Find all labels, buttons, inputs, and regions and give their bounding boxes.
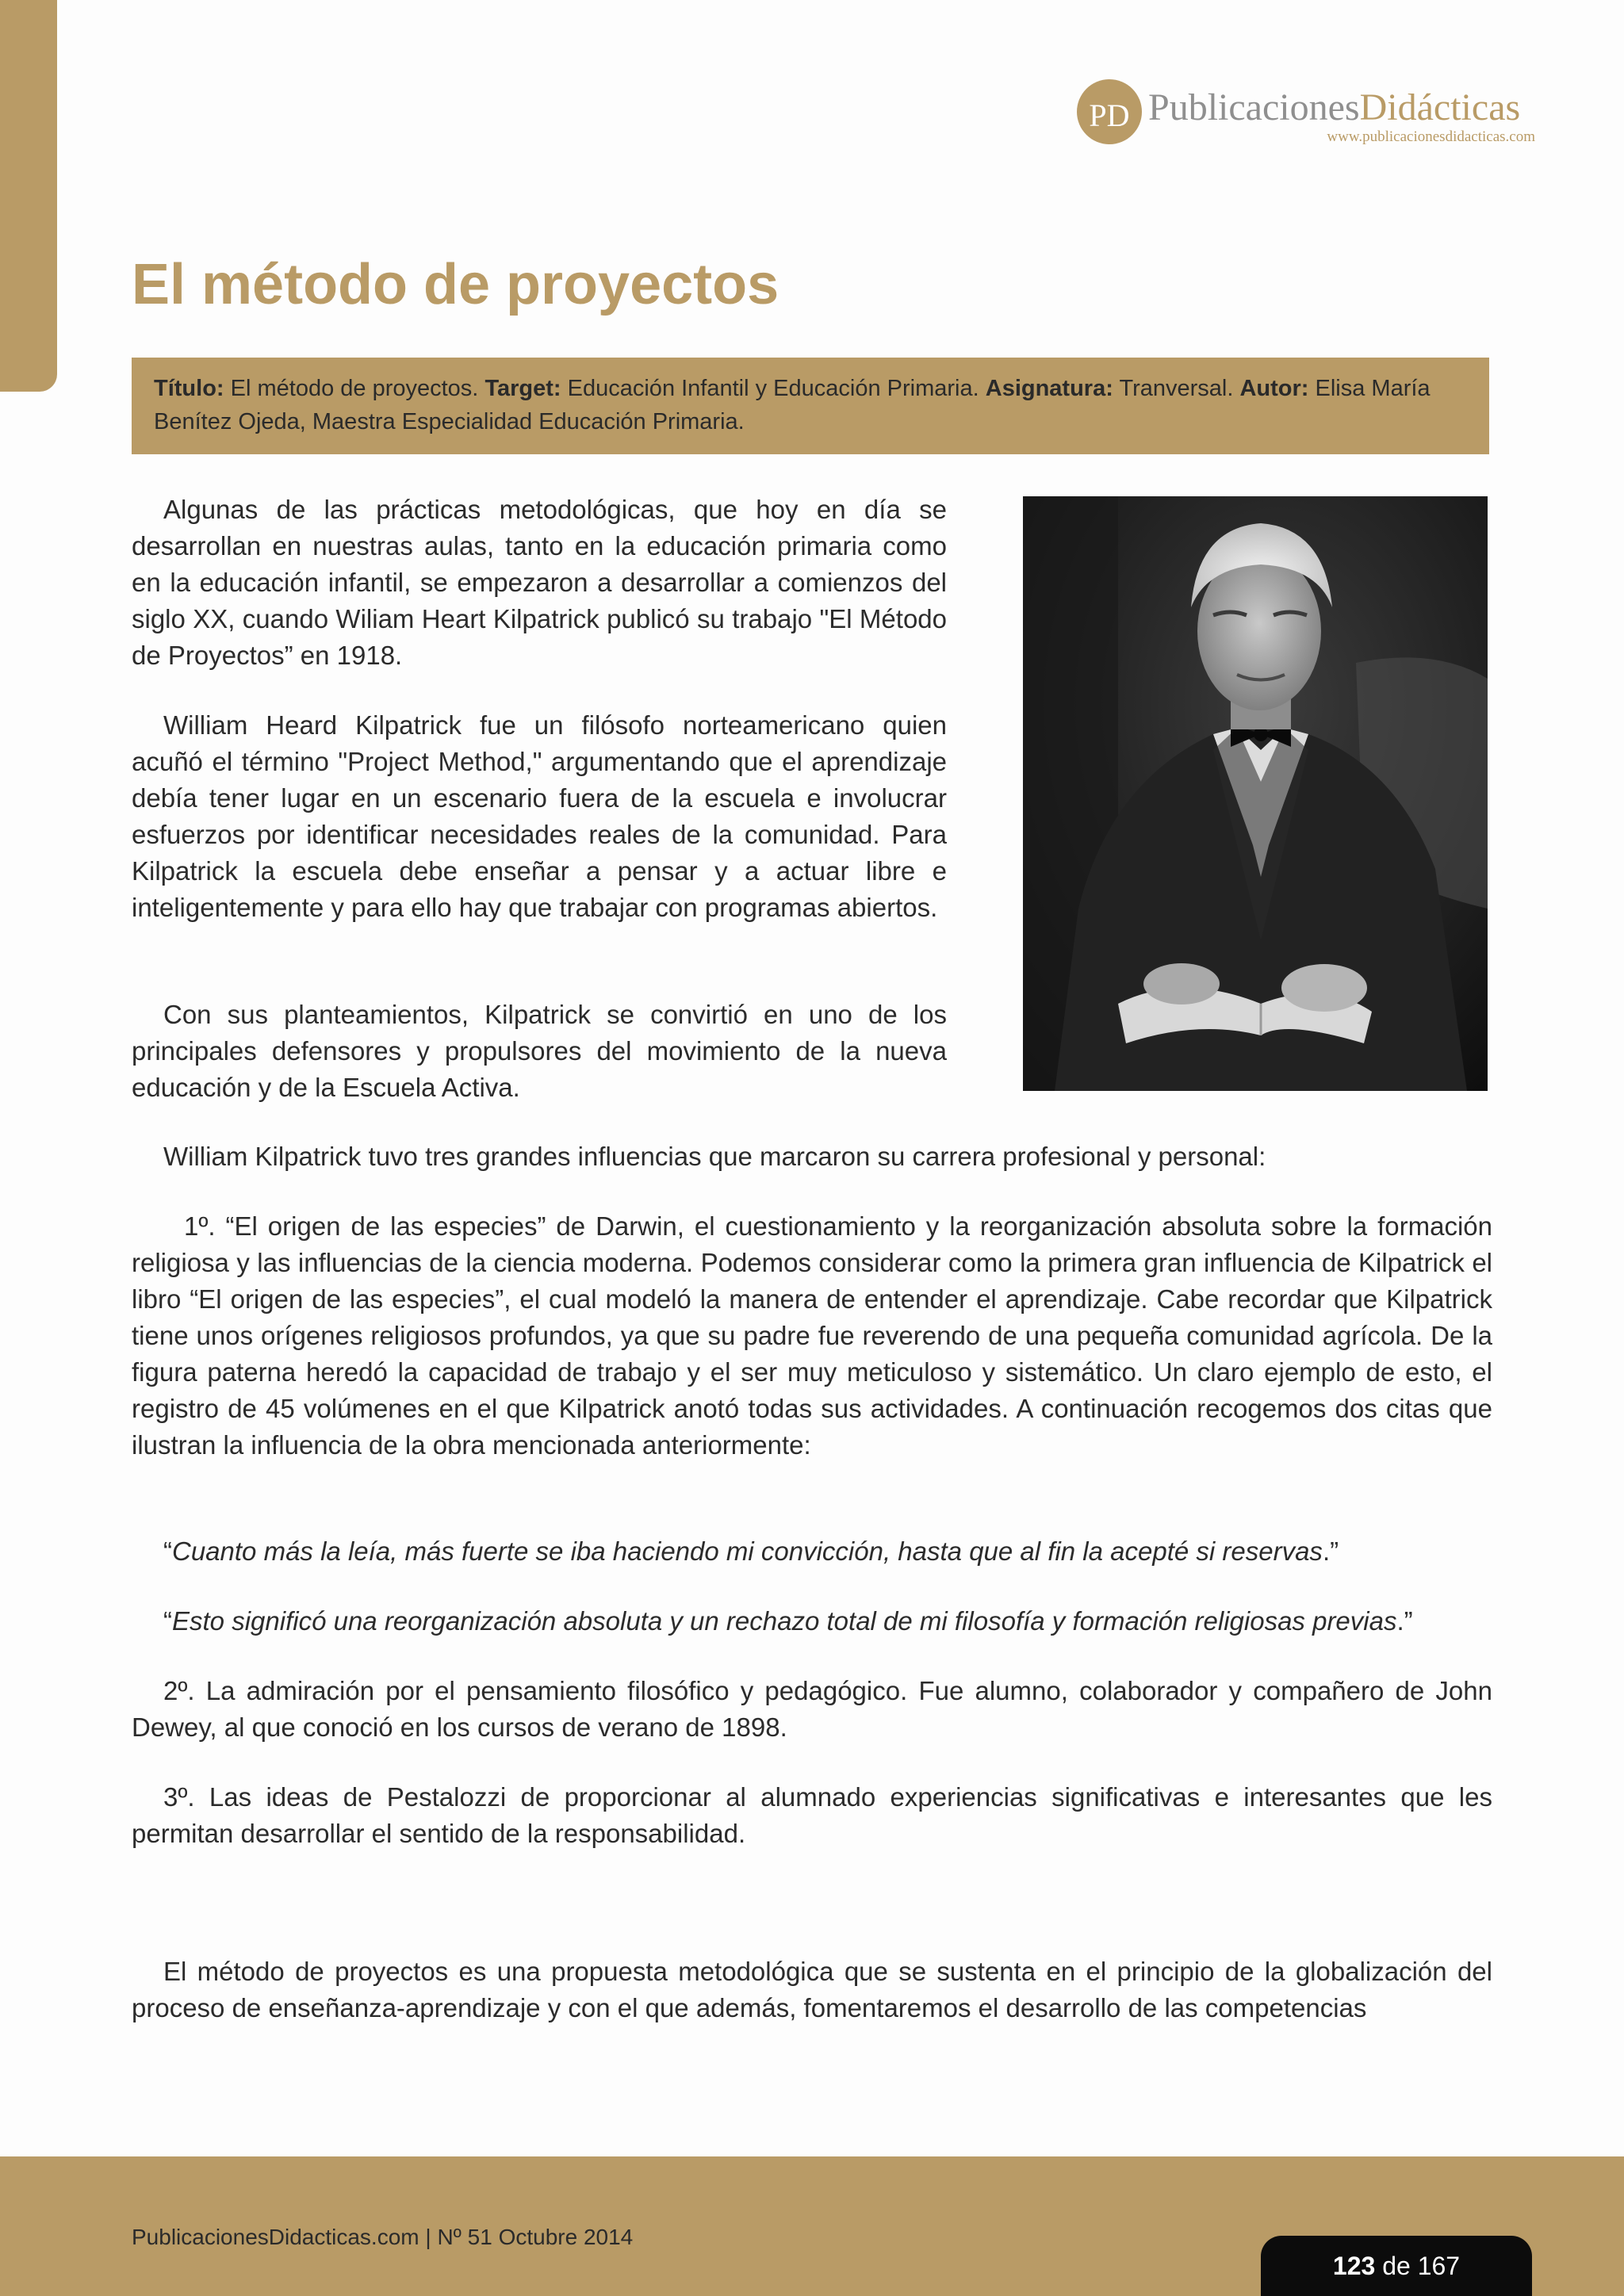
page-total: de 167: [1382, 2252, 1461, 2280]
meta-target-label: Target:: [485, 376, 561, 401]
body-paragraph-1: Algunas de las prácticas metodológicas, que hoy en día se desarrollan en nuestras aulas, tanto en la educación primaria como en la educación infantil, se empezaron a desarrollar a comienzos del siglo XX, cuando Wiliam Heart Kilpatrick publicó su trabajo "El Método de Proyectos” en 1918.: [132, 495, 947, 670]
body-paragraph-3: Con sus planteamientos, Kilpatrick se convirtió en uno de los principales defensores y propulsores del movimiento de la nueva educación y de la Escuela Activa.: [132, 1000, 947, 1102]
publisher-logo[interactable]: [1077, 78, 1537, 149]
body-paragraph-final: El método de proyectos es una propuesta metodológica que se sustenta en el principio de la globalización del proceso de enseñanza-aprendizaje y con el que además, fomentaremos el desarrollo de las competencias: [132, 1957, 1492, 2022]
meta-author-label: Autor:: [1239, 376, 1309, 401]
quote-1: [132, 1533, 1492, 1570]
article-meta-box: [132, 358, 1489, 454]
meta-subject-label: Asignatura:: [985, 376, 1113, 401]
logo-url: www.publicacionesdidacticas.com: [1327, 128, 1535, 145]
portrait-photo: [1023, 496, 1488, 1091]
meta-title-label: Título:: [154, 376, 224, 401]
meta-subject-value: Tranversal.: [1119, 376, 1234, 401]
influence-1-paragraph: 1º. “El origen de las especies” de Darwin, el cuestionamiento y la reorganización absoluta sobre la formación religiosa y las influencias de la ciencia moderna. Podemos considerar como la primera gran influencia de Kilpatrick el libro “El origen de las especies”, el cual modeló la manera de entender el aprendizaje. Cabe recordar que Kilpatrick tiene unos orígenes religiosos profundos, ya que su padre fue reverendo de una pequeña comunidad agrícola. De la figura paterna heredó la capacidad de trabajo y el ser muy meticuloso y sistemático. Un claro ejemplo de esto, el registro de 45 volúmenes en el que Kilpatrick anotó todas sus actividades. A continuación recogemos dos citas que ilustran la influencia de la obra mencionada anteriormente:: [132, 1211, 1492, 1460]
logo-wordmark-part2: Didácticas: [1359, 86, 1521, 128]
quote-1-open: “: [163, 1536, 172, 1566]
influence-2-paragraph: 2º. La admiración por el pensamiento filosófico y pedagógico. Fue alumno, colaborador y compañero de John Dewey, al que conoció en los cursos de verano de 1898.: [132, 1676, 1492, 1742]
side-accent-tab: [0, 0, 57, 392]
footer-publication: PublicacionesDidacticas.com | Nº 51 Octubre 2014: [132, 2225, 634, 2249]
quote-2: [132, 1603, 1492, 1640]
quote-2-open: “: [163, 1606, 172, 1636]
logo-wordmark: [1148, 86, 1520, 130]
quote-1-text: Cuanto más la leía, más fuerte se iba haciendo mi convicción, hasta que al fin la acepté si reservas: [172, 1536, 1323, 1566]
logo-mark-icon: [1077, 79, 1142, 144]
logo-mark-text: PD: [1089, 98, 1130, 133]
meta-target-value: Educación Infantil y Educación Primaria.: [567, 376, 979, 401]
portrait-image: [1023, 496, 1488, 1091]
influence-3-paragraph: 3º. Las ideas de Pestalozzi de proporcionar al alumnado experiencias significativas e interesantes que les permitan desarrollar el sentido de la responsabilidad.: [132, 1782, 1492, 1848]
article-title: El método de proyectos: [132, 253, 779, 316]
quote-2-text: Esto significó una reorganización absoluta y un rechazo total de mi filosofía y formación religiosas previas: [172, 1606, 1397, 1636]
meta-author-value: Elisa María Benítez Ojeda, Maestra Especialidad Educación Primaria.: [154, 376, 1431, 434]
page-number-badge: [1261, 2236, 1532, 2296]
logo-wordmark-part1: Publicaciones: [1148, 86, 1360, 128]
body-paragraph-4: William Kilpatrick tuvo tres grandes influencias que marcaron su carrera profesional y personal:: [163, 1142, 1266, 1171]
page-current: 123: [1332, 2252, 1376, 2280]
body-paragraph-2: William Heard Kilpatrick fue un filósofo norteamericano quien acuñó el término "Project Method," argumentando que el aprendizaje debía tener lugar en un escenario fuera de la escuela e involucrar esfuerzos por identificar necesidades reales de la comunidad. Para Kilpatrick la escuela debe enseñar a pensar y a actuar libre e inteligentemente y para ello hay que trabajar con programas abiertos.: [132, 710, 947, 922]
meta-title-value: El método de proyectos.: [230, 376, 479, 401]
quote-1-close: .”: [1322, 1536, 1339, 1566]
quote-2-close: .”: [1396, 1606, 1413, 1636]
